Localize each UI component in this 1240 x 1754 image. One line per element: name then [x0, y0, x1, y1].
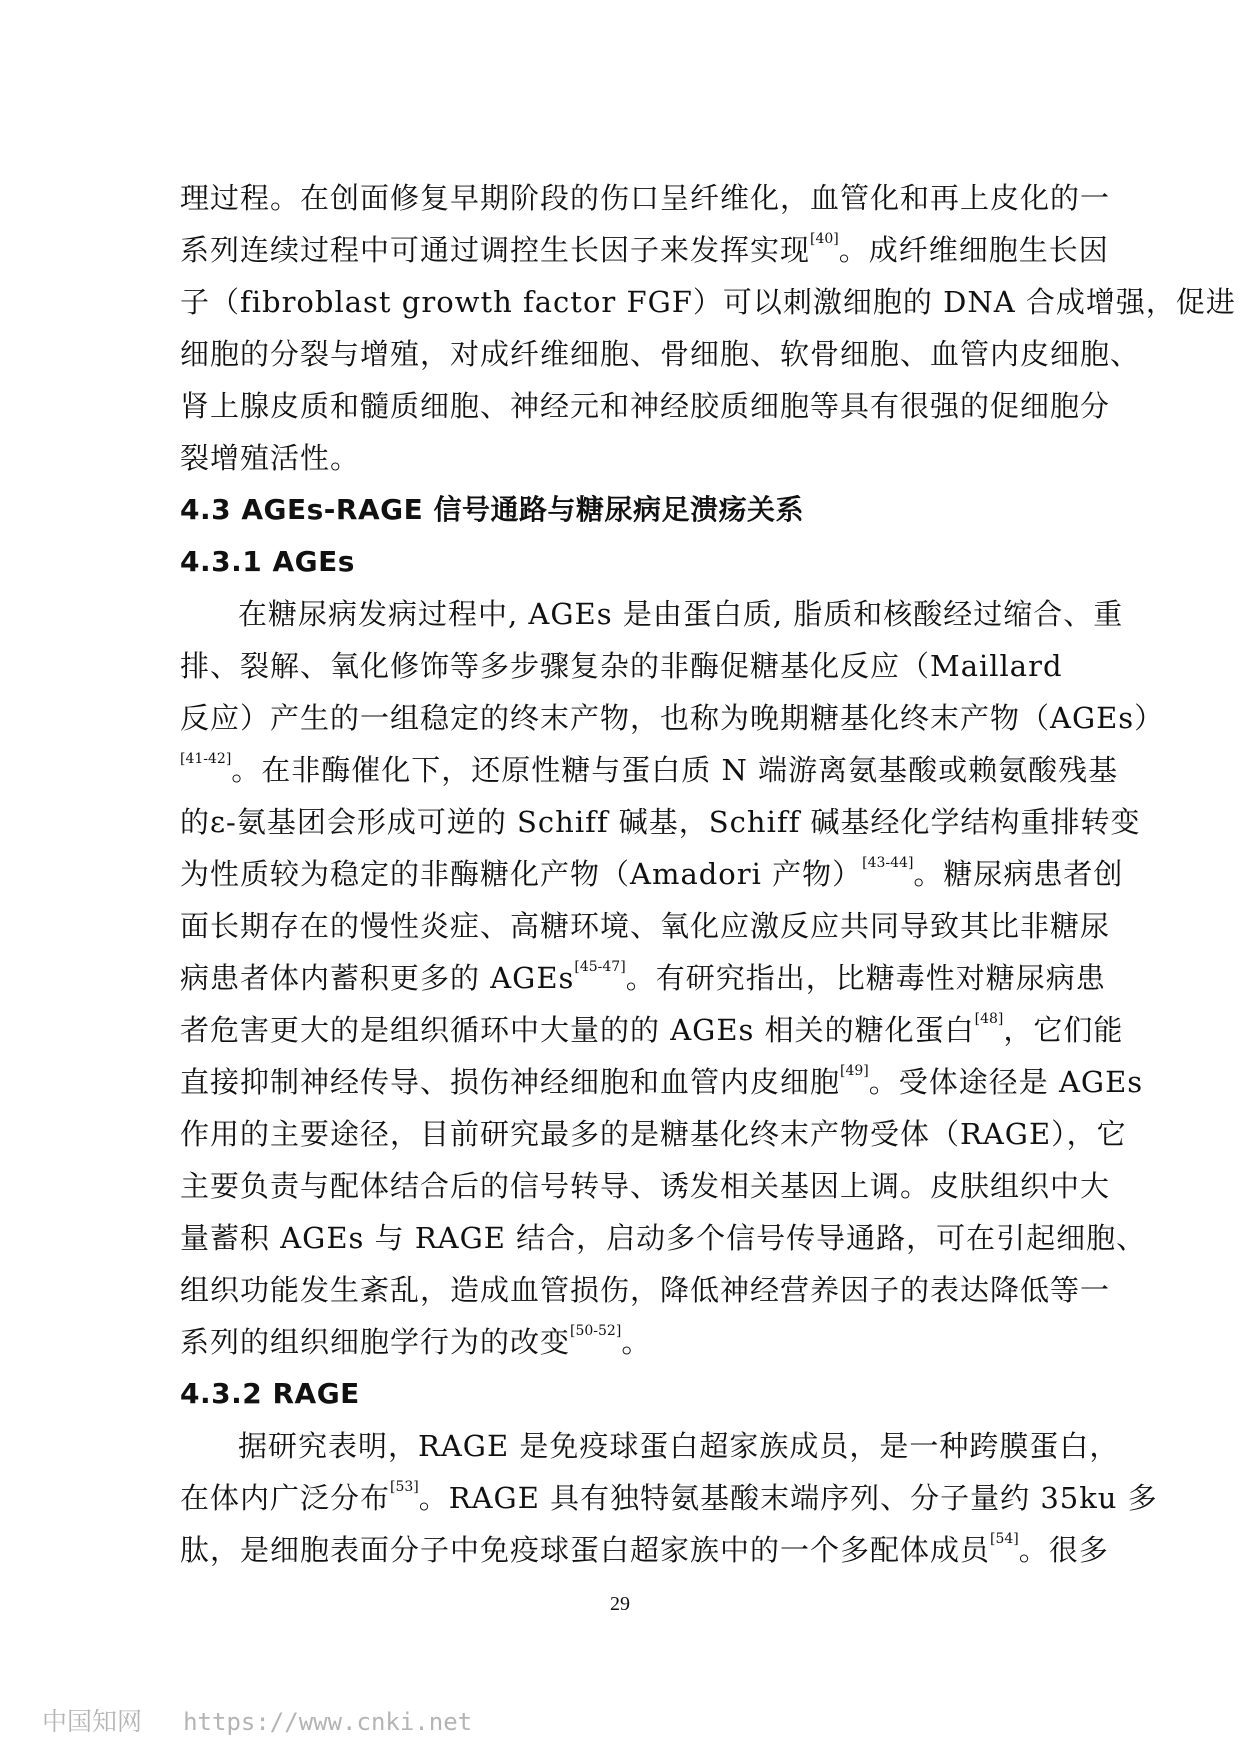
text: 肽，是细胞表面分子中免疫球蛋白超家族中的一个多配体成员 [180, 1533, 991, 1567]
text: 肾上腺皮质和髓质细胞、神经元和神经胶质细胞等具有很强的促细胞分 [180, 389, 1111, 423]
text: 为性质较为稳定的非酶糖化产物（Amadori 产物） [180, 857, 863, 891]
text: 组织功能发生紊乱，造成血管损伤，降低神经营养因子的表达降低等一 [180, 1273, 1111, 1307]
paragraph-line [180, 276, 1236, 328]
text: 。有研究指出，比糖毒性对糖尿病患 [625, 961, 1106, 995]
citation[interactable]: [45-47] [574, 959, 626, 975]
paragraph-line [180, 172, 1111, 224]
watermark-url[interactable]: https://www.cnki.net [183, 1708, 473, 1736]
paragraph-line [180, 1108, 1127, 1160]
paragraph-line [180, 952, 1106, 1004]
paragraph-line [180, 432, 1102, 484]
citation[interactable]: [50-52] [570, 1323, 622, 1339]
cnki-watermark [42, 1705, 472, 1739]
paragraph-line [180, 744, 1119, 796]
paragraph-line [180, 1004, 1124, 1056]
text: 。成纤维细胞生长因 [838, 233, 1109, 267]
subsection-heading: 4.3.2 RAGE [180, 1377, 360, 1410]
page-number: 29 [610, 1593, 630, 1615]
text: 的ε-氨基团会形成可逆的 Schiff 碱基，Schiff 碱基经化学结构重排转变 [180, 805, 1141, 839]
paragraph-line [180, 900, 1111, 952]
paragraph-line [180, 692, 1165, 744]
text: 子（fibroblast growth factor FGF）可以刺激细胞的 DNA 合成增强，促进 [180, 285, 1236, 319]
paragraph-line [180, 640, 1102, 692]
paragraph-line [180, 1056, 1144, 1108]
text: 在糖尿病发病过程中, AGEs 是由蛋白质, 脂质和核酸经过缩合、重 [238, 597, 1124, 631]
citation[interactable]: [53] [390, 1479, 419, 1495]
text: 系列连续过程中可通过调控生长因子来发挥实现 [180, 233, 811, 267]
paragraph-line [180, 1264, 1111, 1316]
paragraph-line [180, 224, 1109, 276]
text: 在体内广泛分布 [180, 1481, 391, 1515]
text: 者危害更大的是组织循环中大量的的 AGEs 相关的糖化蛋白 [180, 1013, 975, 1047]
text: 。RAGE 具有独特氨基酸末端序列、分子量约 35ku 多 [418, 1481, 1158, 1515]
paragraph-line [180, 1524, 1109, 1576]
citation[interactable]: [54] [990, 1531, 1019, 1547]
text: 据研究表明，RAGE 是免疫球蛋白超家族成员，是一种跨膜蛋白， [238, 1429, 1120, 1463]
paragraph-line [180, 328, 1141, 380]
text: 面长期存在的慢性炎症、高糖环境、氧化应激反应共同导致其比非糖尿 [180, 909, 1111, 943]
text: 。在非酶催化下，还原性糖与蛋白质 N 端游离氨基酸或赖氨酸残基 [231, 753, 1119, 787]
paragraph-line [180, 848, 1124, 900]
text: 裂增殖活性。 [180, 441, 361, 475]
document-body [180, 172, 1236, 1576]
paragraph-line [180, 1472, 1158, 1524]
text: 量蓄积 AGEs 与 RAGE 结合，启动多个信号传导通路，可在引起细胞、 [180, 1221, 1147, 1255]
text: 病患者体内蓄积更多的 AGEs [180, 961, 575, 995]
text: 系列的组织细胞学行为的改变 [180, 1325, 571, 1359]
paragraph-line [180, 588, 1124, 640]
text: 细胞的分裂与增殖，对成纤维细胞、骨细胞、软骨细胞、血管内皮细胞、 [180, 337, 1141, 371]
section-heading: 4.3 AGEs-RAGE 信号通路与糖尿病足溃疡关系 [180, 493, 805, 526]
paragraph-line [180, 1212, 1147, 1264]
paragraph-line [180, 1316, 1102, 1368]
text: 主要负责与配体结合后的信号转导、诱发相关基因上调。皮肤组织中大 [180, 1169, 1111, 1203]
paragraph-line [180, 1420, 1120, 1472]
citation[interactable]: [43-44] [862, 855, 914, 871]
text: 排、裂解、氧化修饰等多步骤复杂的非酶促糖基化反应（Maillard [180, 649, 1063, 683]
text: ，它们能 [1003, 1013, 1124, 1047]
text: 。 [621, 1325, 652, 1359]
text: 反应）产生的一组稳定的终末产物，也称为晚期糖基化终末产物（AGEs） [180, 701, 1165, 735]
text: 。糖尿病患者创 [913, 857, 1124, 891]
paragraph-line [180, 796, 1141, 848]
citation[interactable]: [40] [810, 231, 839, 247]
subsection-heading: 4.3.1 AGEs [180, 545, 355, 578]
citation[interactable]: [49] [840, 1063, 869, 1079]
watermark-logo-text: 中国知网 [42, 1707, 143, 1736]
text: 。受体途径是 AGEs [868, 1065, 1144, 1099]
paragraph-line [180, 380, 1111, 432]
text: 作用的主要途径，目前研究最多的是糖基化终末产物受体（RAGE），它 [180, 1117, 1127, 1151]
paragraph-line [180, 1160, 1111, 1212]
text: 直接抑制神经传导、损伤神经细胞和血管内皮细胞 [180, 1065, 841, 1099]
text: 理过程。在创面修复早期阶段的伤口呈纤维化，血管化和再上皮化的一 [180, 181, 1111, 215]
text: 。很多 [1018, 1533, 1109, 1567]
citation[interactable]: [48] [974, 1011, 1004, 1027]
citation[interactable]: [41-42] [180, 751, 232, 767]
